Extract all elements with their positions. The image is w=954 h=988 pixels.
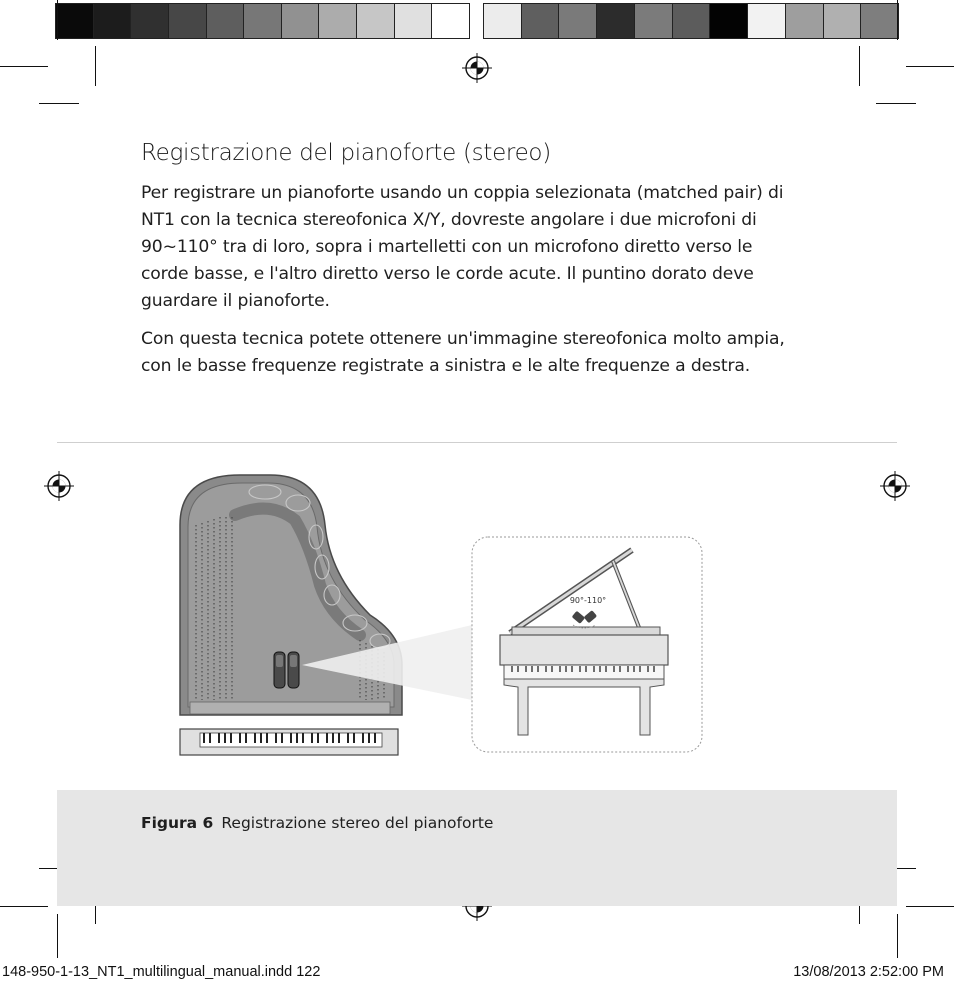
timestamp-slug: 13/08/2013 2:52:00 PM (793, 964, 944, 980)
crop-mark (39, 103, 79, 104)
crop-mark (897, 914, 898, 958)
crop-mark (897, 0, 898, 40)
color-swatch (282, 4, 320, 38)
color-swatch (432, 4, 469, 38)
registration-mark-icon (462, 53, 492, 83)
body-paragraph: Con questa tecnica potete ottenere un'immagine stereofonica molto ampia, con le basse frequenze registrate a sinistra e le alte frequenze a destra. (141, 329, 785, 376)
color-swatch (484, 4, 522, 38)
color-swatch (244, 4, 282, 38)
registration-mark-icon (44, 471, 74, 501)
color-swatch (861, 4, 898, 38)
crop-mark (859, 46, 860, 86)
color-swatch (522, 4, 560, 38)
color-swatch (207, 4, 245, 38)
color-swatch (94, 4, 132, 38)
crop-mark (57, 914, 58, 958)
color-swatch (673, 4, 711, 38)
color-swatch (559, 4, 597, 38)
piano-stereo-figure (170, 465, 710, 760)
grand-piano-top-view (180, 475, 402, 755)
color-calibration-bar-right (483, 3, 899, 39)
page-title: Registrazione del pianoforte (stereo) (141, 140, 551, 166)
crop-mark (0, 66, 48, 67)
color-swatch (635, 4, 673, 38)
crop-mark (906, 66, 954, 67)
color-swatch (56, 4, 94, 38)
color-swatch (169, 4, 207, 38)
registration-mark-icon (880, 471, 910, 501)
color-swatch (319, 4, 357, 38)
figure-caption-text: Registrazione stereo del pianoforte (221, 814, 494, 832)
angle-label: 90°-110° (569, 596, 607, 605)
color-swatch (824, 4, 862, 38)
crop-mark (57, 0, 58, 40)
color-swatch (357, 4, 395, 38)
crop-mark (876, 103, 916, 104)
body-paragraph: Per registrare un pianoforte usando un coppia selezionata (matched pair) di NT1 con la tecnica stereofonica X/Y, dovreste angolare i due microfoni di 90~110° tra di loro, sopra i martelletti con un microfono diretto verso le corde basse, e l'altro diretto verso le corde acute. Il puntino dorato deve guardare il pianoforte. (141, 183, 784, 311)
color-swatch (786, 4, 824, 38)
file-info-slug: 148-950-1-13_NT1_multilingual_manual.indd 122 (2, 964, 321, 980)
color-swatch (131, 4, 169, 38)
crop-mark (95, 46, 96, 86)
figure-number: Figura 6 (141, 814, 214, 832)
caption-panel (57, 790, 897, 906)
crop-mark (0, 906, 48, 907)
color-swatch (748, 4, 786, 38)
divider (57, 442, 897, 443)
figure-caption (141, 814, 493, 832)
color-calibration-bar-left (55, 3, 470, 39)
crop-mark (906, 906, 954, 907)
piano-side-view-inset (472, 537, 702, 752)
color-swatch (710, 4, 748, 38)
color-swatch (597, 4, 635, 38)
color-swatch (395, 4, 433, 38)
